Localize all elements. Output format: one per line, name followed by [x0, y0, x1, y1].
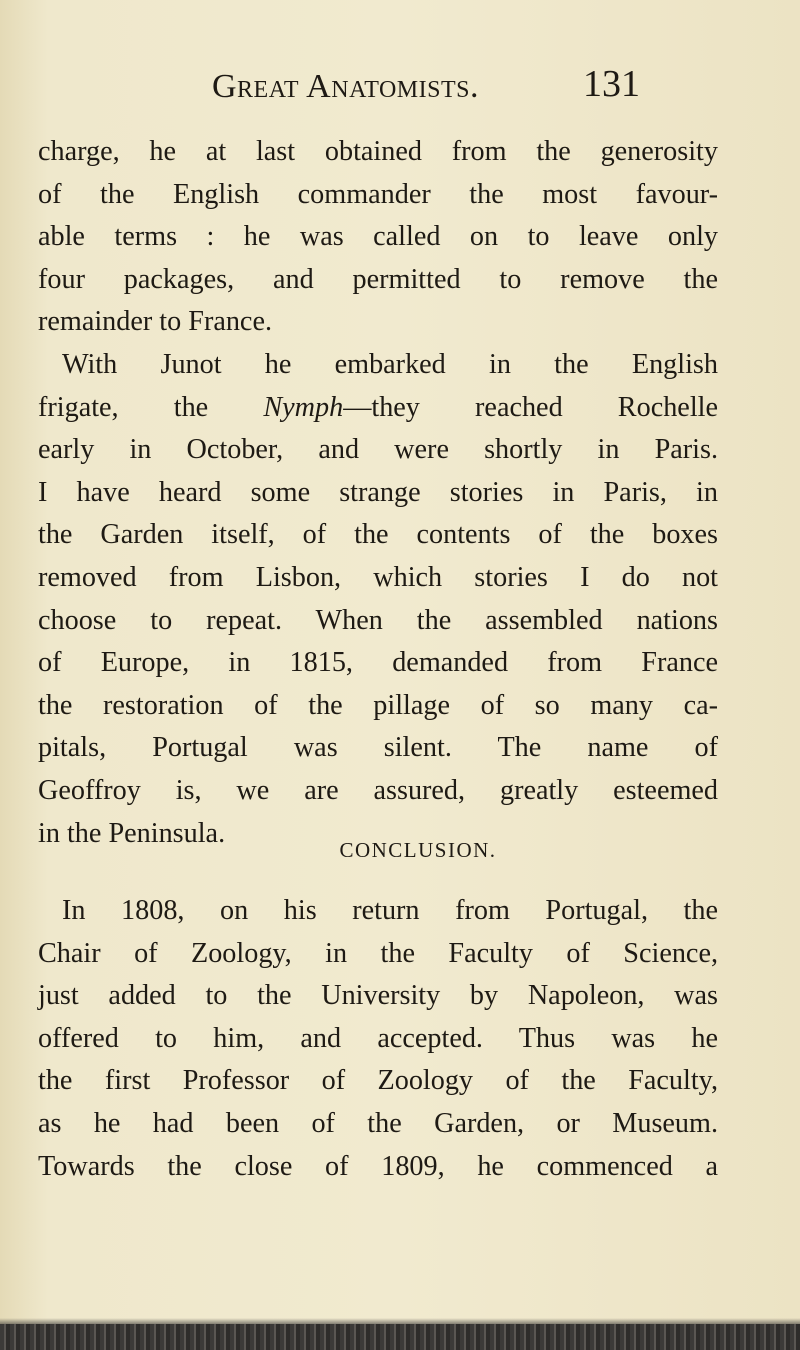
text-line: pitals, Portugal was silent. The name of — [38, 732, 718, 764]
ship-name: Nymph — [263, 391, 344, 423]
text-line: choose to repeat. When the assembled nations — [38, 604, 718, 636]
page-number: 131 — [583, 63, 640, 105]
text-segment: —they reached Rochelle — [343, 391, 718, 423]
text-line: just added to the University by Napoleon, was — [38, 980, 718, 1012]
text-line: in the Peninsula. — [38, 817, 226, 849]
text-line: the Garden itself, of the contents of the boxes — [38, 519, 718, 551]
text-line: the restoration of the pillage of so many ca- — [38, 689, 718, 721]
text-line: Geoffroy is, we are assured, greatly esteemed — [38, 774, 718, 806]
paragraph-1 — [38, 131, 718, 344]
section-heading: CONCLUSION. — [339, 838, 497, 862]
page-header — [0, 62, 800, 112]
page-bottom-edge — [0, 1324, 800, 1350]
text-line: the first Professor of Zoology of the Faculty, — [38, 1065, 718, 1097]
text-line: offered to him, and accepted. Thus was he — [38, 1022, 718, 1054]
text-line-with-ship-name — [38, 387, 718, 430]
text-line: In 1808, on his return from Portugal, the — [62, 895, 718, 926]
text-line: remainder to France. — [38, 306, 273, 338]
paragraph-2 — [38, 344, 718, 855]
text-line: With Junot he embarked in the English — [62, 349, 718, 380]
text-line: removed from Lisbon, which stories I do not — [38, 561, 718, 593]
text-line: charge, he at last obtained from the generosity — [38, 136, 718, 167]
text-line: Chair of Zoology, in the Faculty of Science, — [38, 937, 718, 969]
text-line: Towards the close of 1809, he commenced a — [38, 1150, 718, 1182]
text-segment: frigate, the — [38, 391, 264, 423]
text-line: able terms : he was called on to leave only — [38, 221, 718, 253]
text-line: as he had been of the Garden, or Museum. — [38, 1107, 718, 1139]
text-line: I have heard some strange stories in Paris, in — [38, 476, 718, 508]
paragraph-3 — [38, 890, 718, 1188]
text-line: of the English commander the most favour- — [38, 178, 718, 210]
text-line: of Europe, in 1815, demanded from France — [38, 647, 718, 679]
text-line: early in October, and were shortly in Paris. — [38, 434, 718, 466]
text-line: four packages, and permitted to remove the — [38, 263, 718, 295]
running-head: Great Anatomists. — [212, 68, 479, 105]
